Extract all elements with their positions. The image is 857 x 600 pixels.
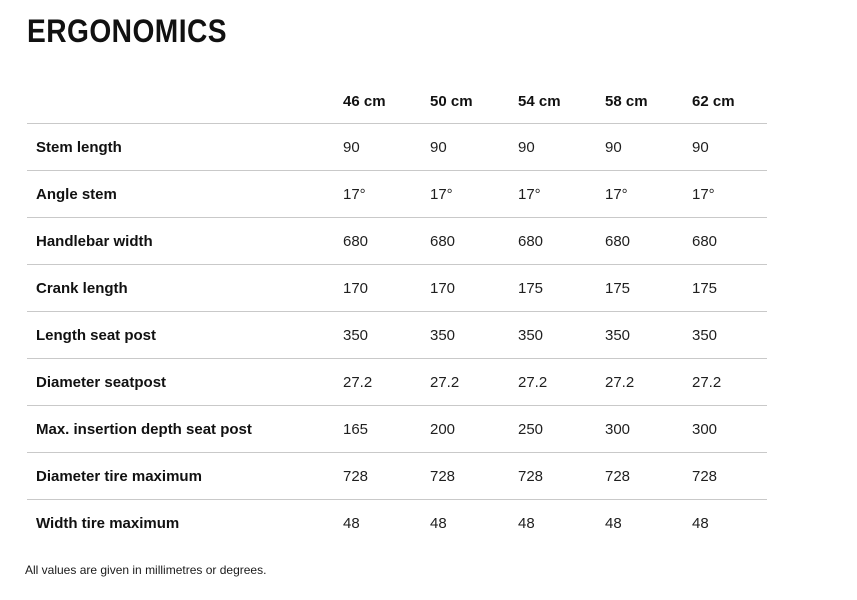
- cell-value: 48: [605, 515, 622, 532]
- row-label: Diameter seatpost: [36, 373, 167, 391]
- cell-value: 27.2: [343, 373, 373, 391]
- cell-value: 48: [430, 515, 447, 532]
- row-label: Width tire maximum: [36, 515, 180, 532]
- cell-value: 90: [605, 138, 622, 156]
- table-row: [27, 359, 767, 406]
- cell-value: 90: [343, 138, 360, 156]
- table-row: [27, 265, 767, 312]
- cell-value: 48: [343, 515, 360, 532]
- cell-value: 175: [605, 279, 631, 297]
- cell-value: 27.2: [605, 373, 635, 391]
- cell-value: 27.2: [692, 373, 722, 391]
- table-row: [27, 171, 767, 218]
- row-label: Length seat post: [36, 326, 157, 344]
- row-label: Crank length: [36, 279, 128, 297]
- table-row: [27, 500, 767, 547]
- cell-value: 48: [692, 515, 709, 532]
- footnote: All values are given in millimetres or degrees.: [25, 563, 267, 577]
- table-row: [27, 124, 767, 171]
- cell-value: 350: [430, 326, 456, 344]
- cell-value: 170: [343, 279, 369, 297]
- column-header-62cm: 62 cm: [692, 93, 735, 110]
- cell-value: 680: [518, 232, 544, 250]
- cell-value: 350: [343, 326, 369, 344]
- cell-value: 350: [605, 326, 631, 344]
- cell-value: 350: [692, 326, 718, 344]
- row-label: Stem length: [36, 138, 122, 156]
- cell-value: 17°: [692, 185, 715, 203]
- column-header-50cm: 50 cm: [430, 93, 473, 110]
- cell-value: 728: [430, 467, 456, 485]
- cell-value: 175: [518, 279, 544, 297]
- cell-value: 170: [430, 279, 456, 297]
- row-label: Angle stem: [36, 185, 117, 203]
- page-title: ERGONOMICS: [27, 13, 227, 49]
- cell-value: 90: [430, 138, 447, 156]
- table-header-row: [27, 80, 767, 124]
- table-row: [27, 406, 767, 453]
- cell-value: 27.2: [518, 373, 548, 391]
- page: [0, 12, 857, 600]
- cell-value: 728: [343, 467, 369, 485]
- row-label: Handlebar width: [36, 232, 153, 250]
- cell-value: 680: [605, 232, 631, 250]
- table-row: [27, 312, 767, 359]
- row-label: Max. insertion depth seat post: [36, 420, 252, 438]
- cell-value: 728: [518, 467, 544, 485]
- column-header-46cm: 46 cm: [343, 93, 386, 110]
- cell-value: 90: [518, 138, 535, 156]
- cell-value: 27.2: [430, 373, 460, 391]
- cell-value: 165: [343, 420, 369, 438]
- cell-value: 300: [605, 420, 631, 438]
- cell-value: 175: [692, 279, 718, 297]
- table-row: [27, 218, 767, 265]
- ergonomics-table: [27, 80, 767, 547]
- cell-value: 17°: [518, 185, 541, 203]
- column-header-58cm: 58 cm: [605, 93, 648, 110]
- cell-value: 17°: [343, 185, 366, 203]
- cell-value: 250: [518, 420, 544, 438]
- column-header-54cm: 54 cm: [518, 93, 561, 110]
- cell-value: 17°: [430, 185, 453, 203]
- cell-value: 350: [518, 326, 544, 344]
- cell-value: 200: [430, 420, 456, 438]
- cell-value: 48: [518, 515, 535, 532]
- cell-value: 728: [605, 467, 631, 485]
- cell-value: 680: [692, 232, 718, 250]
- cell-value: 728: [692, 467, 718, 485]
- table-row: [27, 453, 767, 500]
- cell-value: 17°: [605, 185, 628, 203]
- cell-value: 680: [343, 232, 369, 250]
- row-label: Diameter tire maximum: [36, 467, 202, 485]
- cell-value: 90: [692, 138, 709, 156]
- cell-value: 300: [692, 420, 718, 438]
- cell-value: 680: [430, 232, 456, 250]
